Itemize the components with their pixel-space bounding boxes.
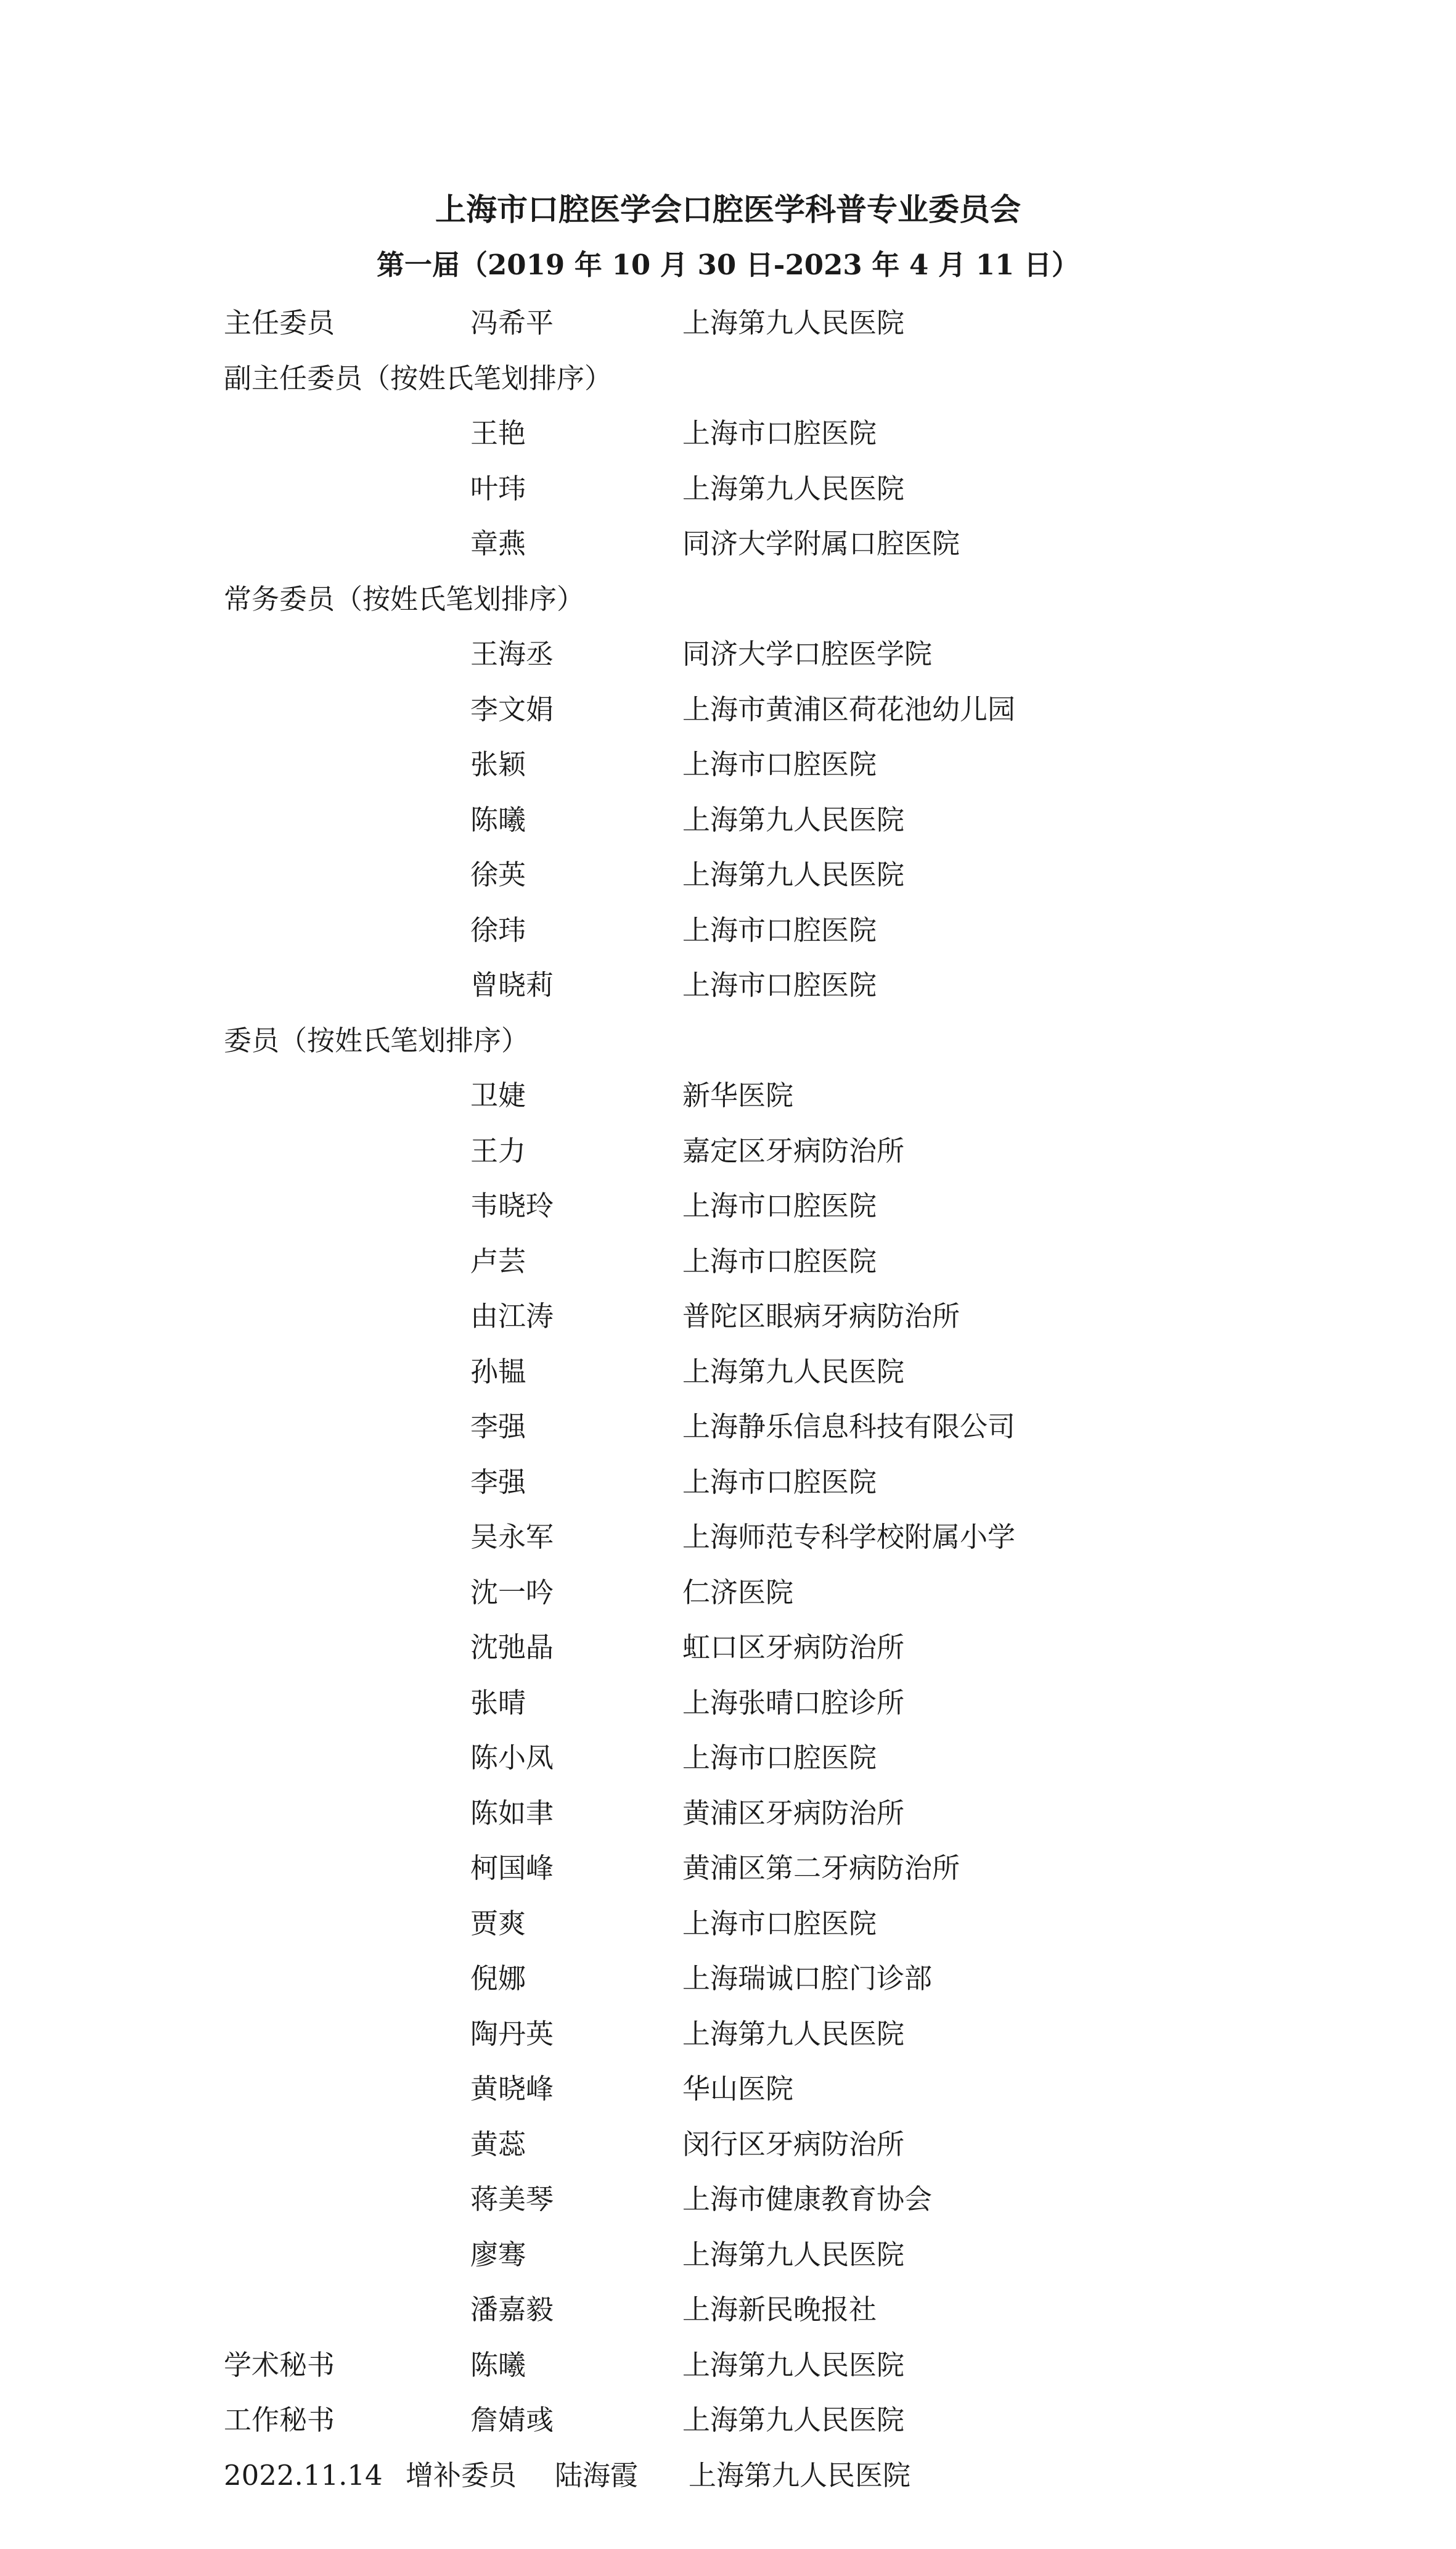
- member-name: 孙韫: [470, 1355, 526, 1388]
- member-name: 沈一吟: [470, 1575, 554, 1609]
- member-row: [0, 1292, 1456, 1341]
- member-name: 王艳: [470, 417, 526, 449]
- member-row: [0, 2009, 1456, 2059]
- member-row: [0, 1899, 1456, 1948]
- footer-org: 上海第九人民医院: [689, 2458, 911, 2492]
- member-name: 冯希平: [470, 306, 554, 339]
- member-org: 黄浦区牙病防治所: [682, 1796, 905, 1829]
- member-row: [0, 1678, 1456, 1728]
- member-name: 陈如聿: [470, 1796, 554, 1829]
- member-row: [0, 630, 1456, 679]
- member-name: 陈曦: [470, 803, 526, 836]
- member-org: 上海师范专科学校附属小学: [682, 1521, 1016, 1553]
- member-role: 常务委员（按姓氏笔划排序）: [224, 582, 585, 615]
- member-org: 上海第九人民医院: [682, 858, 905, 891]
- member-name: 黄蕊: [470, 2127, 526, 2161]
- member-name: 卢芸: [470, 1244, 526, 1278]
- member-org: 上海市口腔医院: [682, 1465, 877, 1498]
- member-row: [0, 1127, 1456, 1176]
- member-org: 上海第九人民医院: [682, 2238, 905, 2271]
- member-org: 同济大学附属口腔医院: [682, 527, 960, 560]
- member-org: 上海市口腔医院: [682, 1907, 877, 1940]
- member-name: 卫婕: [470, 1079, 526, 1112]
- member-org: 嘉定区牙病防治所: [682, 1134, 905, 1167]
- member-row: [0, 1513, 1456, 1562]
- member-org: 上海第九人民医院: [682, 472, 905, 505]
- member-org: 上海市口腔医院: [682, 1244, 877, 1278]
- member-role: 学术秘书: [224, 2348, 335, 2381]
- member-row: [0, 2230, 1456, 2280]
- member-org: 上海第九人民医院: [682, 1355, 905, 1388]
- member-org: 上海新民晚报社: [682, 2293, 877, 2326]
- member-row: [0, 2064, 1456, 2114]
- member-role: 委员（按姓氏笔划排序）: [224, 1024, 530, 1057]
- member-row: [0, 575, 1456, 624]
- member-name: 徐玮: [470, 913, 526, 946]
- member-row: [0, 2285, 1456, 2334]
- member-row: [0, 1568, 1456, 1617]
- member-org: 上海张晴口腔诊所: [682, 1686, 905, 1719]
- member-org: 上海第九人民医院: [682, 803, 905, 836]
- member-name: 曾晓莉: [470, 969, 554, 1001]
- member-name: 沈弛晶: [470, 1631, 554, 1664]
- member-name: 韦晓玲: [470, 1189, 554, 1222]
- member-row: [0, 2175, 1456, 2224]
- member-row: [0, 1458, 1456, 1507]
- member-name: 由江涛: [470, 1300, 554, 1332]
- member-row: [0, 2395, 1456, 2445]
- footer-date: 2022.11.14: [224, 2458, 383, 2492]
- member-name: 王海丞: [470, 638, 554, 670]
- member-name: 蒋美琴: [470, 2183, 554, 2215]
- member-org: 上海市口腔医院: [682, 1741, 877, 1774]
- member-org: 黄浦区第二牙病防治所: [682, 1852, 960, 1884]
- member-name: 张颖: [470, 748, 526, 781]
- footer-name: 陆海霞: [555, 2458, 639, 2492]
- member-row: [0, 850, 1456, 900]
- member-name: 李文娟: [470, 692, 554, 726]
- member-name: 倪娜: [470, 1962, 526, 1995]
- member-row: [0, 740, 1456, 789]
- member-name: 陈曦: [470, 2348, 526, 2381]
- page-subtitle: 第一届（2019 年 10 月 30 日-2023 年 4 月 11 日）: [376, 248, 1079, 281]
- member-org: 上海市口腔医院: [682, 969, 877, 1001]
- footer-action: 增补委员: [406, 2458, 517, 2492]
- member-row: [0, 519, 1456, 568]
- member-org: 上海市口腔医院: [682, 748, 877, 781]
- member-name: 廖骞: [470, 2238, 526, 2271]
- member-row: [0, 1181, 1456, 1231]
- member-org: 上海市口腔医院: [682, 913, 877, 946]
- member-org: 仁济医院: [682, 1575, 794, 1609]
- member-row: [0, 1402, 1456, 1451]
- member-name: 张晴: [470, 1686, 526, 1719]
- member-org: 上海第九人民医院: [682, 2403, 905, 2436]
- member-org: 新华医院: [682, 1079, 794, 1112]
- member-org: 上海市黄浦区荷花池幼儿园: [682, 692, 1016, 726]
- member-row: [0, 2341, 1456, 2390]
- member-row: [0, 1071, 1456, 1120]
- member-org: 上海市口腔医院: [682, 417, 877, 449]
- member-org: 普陀区眼病牙病防治所: [682, 1300, 960, 1332]
- member-row: [0, 906, 1456, 955]
- member-name: 贾爽: [470, 1907, 526, 1940]
- member-name: 柯国峰: [470, 1852, 554, 1884]
- member-name: 徐英: [470, 858, 526, 891]
- member-org: 虹口区牙病防治所: [682, 1631, 905, 1664]
- member-role: 副主任委员（按姓氏笔划排序）: [224, 361, 613, 395]
- member-org: 上海第九人民医院: [682, 2017, 905, 2050]
- member-row: [0, 1954, 1456, 2003]
- member-row: [0, 1016, 1456, 1065]
- member-role: 工作秘书: [224, 2403, 335, 2436]
- member-org: 同济大学口腔医学院: [682, 638, 933, 670]
- member-row: [0, 354, 1456, 403]
- member-row: [0, 795, 1456, 845]
- member-org: 上海静乐信息科技有限公司: [682, 1410, 1016, 1443]
- member-org: 上海市口腔医院: [682, 1189, 877, 1222]
- member-name: 李强: [470, 1465, 526, 1498]
- member-org: 闵行区牙病防治所: [682, 2127, 905, 2161]
- member-row: [0, 409, 1456, 458]
- member-row: [0, 1789, 1456, 1838]
- member-name: 王力: [470, 1134, 526, 1167]
- member-row: [0, 1733, 1456, 1783]
- member-name: 詹婧彧: [470, 2403, 554, 2436]
- member-name: 陶丹英: [470, 2017, 554, 2050]
- member-org: 上海第九人民医院: [682, 2348, 905, 2381]
- member-row: [0, 464, 1456, 514]
- member-org: 上海市健康教育协会: [682, 2183, 933, 2215]
- member-name: 叶玮: [470, 472, 526, 505]
- member-row: [0, 1347, 1456, 1397]
- member-row: [0, 1844, 1456, 1893]
- member-row: [0, 685, 1456, 734]
- member-org: 上海第九人民医院: [682, 306, 905, 339]
- member-row: [0, 961, 1456, 1010]
- member-name: 黄晓峰: [470, 2072, 554, 2105]
- member-org: 华山医院: [682, 2072, 794, 2105]
- member-row: [0, 1623, 1456, 1672]
- page-title: 上海市口腔医学会口腔医学科普专业委员会: [435, 191, 1021, 228]
- member-row: [0, 2120, 1456, 2169]
- member-name: 吴永军: [470, 1521, 554, 1553]
- member-role: 主任委员: [224, 306, 335, 339]
- member-name: 陈小凤: [470, 1741, 554, 1774]
- member-org: 上海瑞诚口腔门诊部: [682, 1962, 933, 1995]
- member-name: 章燕: [470, 527, 526, 560]
- member-row: [0, 1237, 1456, 1286]
- member-name: 李强: [470, 1410, 526, 1443]
- member-row: [0, 298, 1456, 348]
- member-name: 潘嘉毅: [470, 2293, 554, 2326]
